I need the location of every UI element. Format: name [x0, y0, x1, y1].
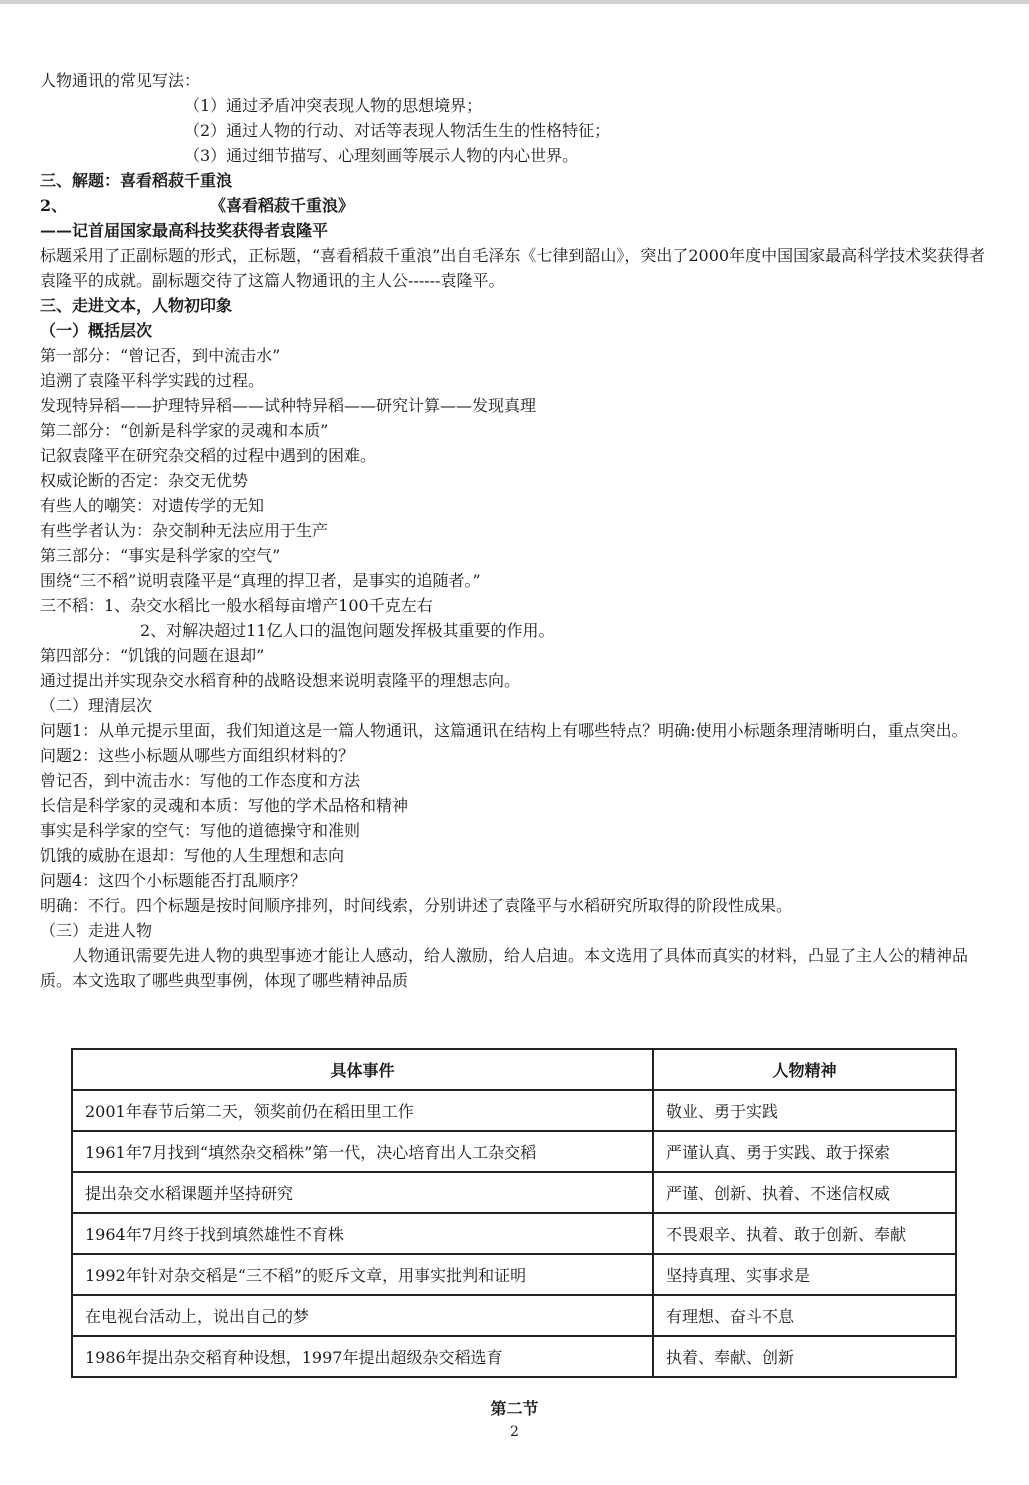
text-line: 第四部分：“饥饿的问题在退却”: [40, 646, 265, 665]
event-cell: 1986年提出杂交稻育种设想，1997年提出超级杂交稻选育: [72, 1336, 653, 1377]
table-row: [72, 1213, 956, 1254]
table-row: [72, 1254, 956, 1295]
text-line: 记叙袁隆平在研究杂交稻的过程中遇到的困难。: [40, 446, 377, 465]
text-line: 长信是科学家的灵魂和本质：写他的学术品格和精神: [40, 796, 409, 815]
text-line: 问题2：这些小标题从哪些方面组织材料的？: [40, 746, 355, 765]
question-paragraph: 问题1：从单元提示里面，我们知道这是一篇人物通讯，这篇通讯在结构上有哪些特点？明确:使用小标题条理清晰明白，重点突出。: [40, 721, 968, 740]
character-paragraph: 人物通讯需要先进人物的典型事迹才能让人感动，给人激励，给人启迪。本文选用了具体而真实的材料，凸显了主人公的精神品质。本文选取了哪些典型事例，体现了哪些精神品质: [40, 946, 969, 990]
text-line: 追溯了袁隆平科学实践的过程。: [40, 371, 265, 390]
top-border: [0, 0, 1029, 4]
text-line-indented: 2、对解决超过11亿人口的温饱问题发挥极其重要的作用。: [140, 621, 555, 640]
table-row: [72, 1172, 956, 1213]
table-row: [72, 1336, 956, 1377]
method-item: （3）通过细节描写、心理刻画等展示人物的内心世界。: [184, 146, 579, 165]
spirit-cell: 坚持真理、实事求是: [653, 1254, 956, 1295]
article-title: 《喜看稻菽千重浪》: [210, 196, 355, 215]
intro-heading: 人物通讯的常见写法：: [40, 71, 201, 90]
text-line: 通过提出并实现杂交水稻育种的战略设想来说明袁隆平的理想志向。: [40, 671, 521, 690]
method-item: （1）通过矛盾冲突表现人物的思想境界；: [184, 96, 483, 115]
table-row: [72, 1131, 956, 1172]
event-cell: 在电视台活动上，说出自己的梦: [72, 1295, 653, 1336]
event-cell: 1992年针对杂交稻是“三不稻”的贬斥文章，用事实批判和证明: [72, 1254, 653, 1295]
text-line: 第一部分：“曾记否，到中流击水”: [40, 346, 281, 365]
section-heading: 三、走进文本，人物初印象: [40, 296, 233, 315]
text-line: 有些人的嘲笑：对遗传学的无知: [40, 496, 265, 515]
subsection-heading: （二）理清层次: [40, 696, 153, 715]
next-section-title: 第二节: [490, 1399, 539, 1418]
document-body: [40, 68, 990, 993]
events-spirit-table: [71, 1048, 957, 1378]
text-line: 发现特异稻——护理特异稻——试种特异稻——研究计算——发现真理: [40, 396, 537, 415]
table-row: [72, 1090, 956, 1131]
text-line: 事实是科学家的空气：写他的道德操守和准则: [40, 821, 361, 840]
spirit-cell: 执着、奉献、创新: [653, 1336, 956, 1377]
text-line: 明确：不行。四个标题是按时间顺序排列，时间线索，分别讲述了袁隆平与水稻研究所取得的阶段性成果。: [40, 896, 793, 915]
spirit-cell: 有理想、奋斗不息: [653, 1295, 956, 1336]
spirit-cell: 敬业、勇于实践: [653, 1090, 956, 1131]
subsection-heading: （一）概括层次: [40, 321, 153, 340]
text-line: 权威论断的否定：杂交无优势: [40, 471, 249, 490]
text-line: 围绕“三不稻”说明袁隆平是“真理的捍卫者，是事实的追随者。”: [40, 571, 481, 590]
text-line: 曾记否，到中流击水：写他的工作态度和方法: [40, 771, 361, 790]
event-cell: 1964年7月终于找到填然雄性不育株: [72, 1213, 653, 1254]
method-item: （2）通过人物的行动、对话等表现人物活生生的性格特征；: [184, 121, 611, 140]
text-line: 第二部分：“创新是科学家的灵魂和本质”: [40, 421, 329, 440]
spirit-cell: 严谨、创新、执着、不迷信权威: [653, 1172, 956, 1213]
page-number: 2: [510, 1424, 519, 1440]
title-analysis-paragraph: 标题采用了正副标题的形式，正标题，“喜看稻菽千重浪”出自毛泽东《七律到韶山》，突出了2000年度中国国家最高科学技术奖获得者袁隆平的成就。副标题交待了这篇人物通讯的主人公------袁隆平。: [40, 246, 986, 290]
text-line: 饥饿的威胁在退却：写他的人生理想和志向: [40, 846, 345, 865]
column-header-spirit: 人物精神: [653, 1049, 956, 1090]
column-header-events: 具体事件: [72, 1049, 653, 1090]
table-header-row: [72, 1049, 956, 1090]
text-line: 第三部分：“事实是科学家的空气”: [40, 546, 281, 565]
article-title-row: [40, 193, 990, 218]
event-cell: 2001年春节后第二天，领奖前仍在稻田里工作: [72, 1090, 653, 1131]
text-line: 三不稻：1、杂交水稻比一般水稻每亩增产100千克左右: [40, 596, 433, 615]
item-number: 2、: [40, 196, 68, 215]
section-heading: 三、解题：喜看稻菽千重浪: [40, 171, 233, 190]
event-cell: 提出杂交水稻课题并坚持研究: [72, 1172, 653, 1213]
event-cell: 1961年7月找到“填然杂交稻株”第一代，决心培育出人工杂交稻: [72, 1131, 653, 1172]
subsection-heading: （三）走进人物: [40, 921, 153, 940]
text-line: 问题4：这四个小标题能否打乱顺序？: [40, 871, 307, 890]
spirit-cell: 不畏艰辛、执着、敢于创新、奉献: [653, 1213, 956, 1254]
table-row: [72, 1295, 956, 1336]
article-subtitle: ——记首届国家最高科技奖获得者袁隆平: [40, 221, 329, 240]
text-line: 有些学者认为：杂交制种无法应用于生产: [40, 521, 329, 540]
spirit-cell: 严谨认真、勇于实践、敢于探索: [653, 1131, 956, 1172]
